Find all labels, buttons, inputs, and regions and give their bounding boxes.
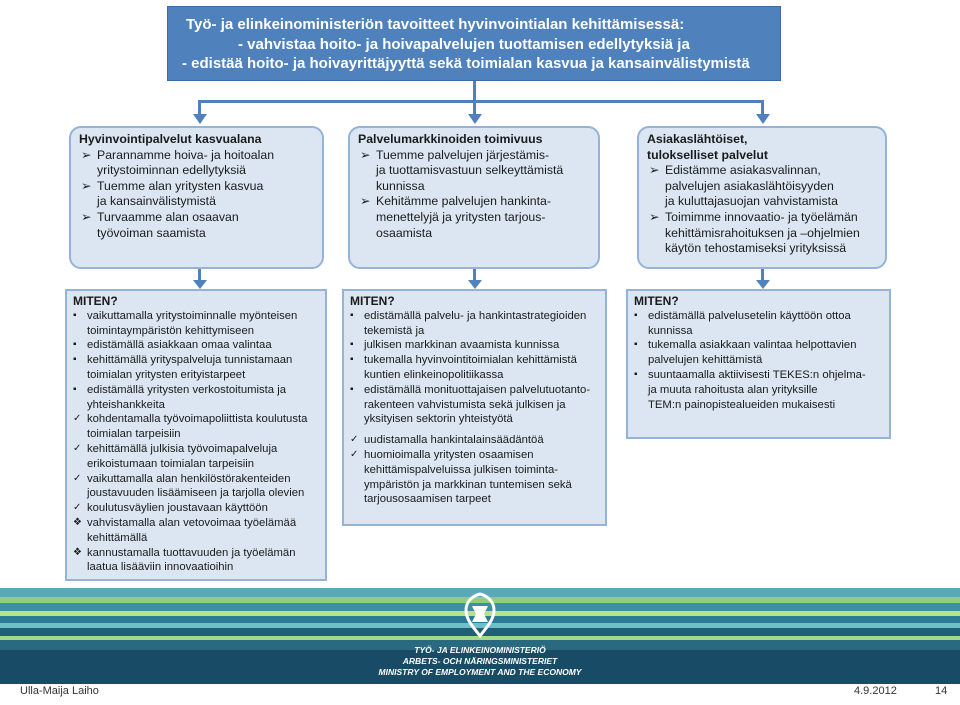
miten-title: MITEN? bbox=[73, 294, 118, 308]
pillar-item-line: Tuemme palvelujen järjestämis- bbox=[376, 147, 550, 162]
pillar-item-line: ja tuottamisvastuun selkeyttämistä bbox=[376, 163, 564, 178]
miten-item-line: julkisen markkinan avaamista kunnissa bbox=[364, 339, 560, 352]
arrow-bullet-icon: ➢ bbox=[81, 209, 92, 224]
ministry-name-fi: TYÖ- JA ELINKEINOMINISTERIÖ bbox=[414, 645, 546, 655]
pillar-item-line: yritystoiminnan edellytyksiä bbox=[97, 163, 246, 178]
pillar-item-line: menettelyjä ja yritysten tarjous- bbox=[376, 209, 546, 224]
header-line-1: - vahvistaa hoito- ja hoivapalvelujen tuottamisen edellytyksiä ja bbox=[238, 36, 690, 53]
pillar-title: tulokselliset palvelut bbox=[647, 147, 768, 162]
miten-item-line: kehittämällä yrityspalveluja tunnistamaan bbox=[87, 354, 293, 367]
miten-item-line: vaikuttamalla yritystoiminnalle myönteisen bbox=[87, 309, 298, 322]
miten-item bbox=[73, 412, 319, 442]
ministry-name-en: MINISTRY OF EMPLOYMENT AND THE ECONOMY bbox=[378, 667, 582, 677]
miten-item-line: kehittämällä julkisia työvoimapalveluja bbox=[87, 442, 278, 455]
bullet-icon: ▪ bbox=[73, 339, 77, 351]
miten-item-line: rakenteen vahvistumista sekä julkisen ja bbox=[364, 398, 566, 411]
pillar-title: Asiakaslähtöiset, bbox=[647, 132, 748, 146]
arrow-down-icon bbox=[468, 114, 482, 124]
pillar-item-line: Toimimme innovaatio- ja työelämän bbox=[665, 209, 858, 224]
pillar-item bbox=[79, 179, 314, 210]
miten-item bbox=[73, 501, 319, 516]
bullet-icon: ▪ bbox=[634, 309, 638, 321]
connector-bar bbox=[198, 100, 764, 103]
miten-item-line: edistämällä palvelusetelin käyttöön ottoa bbox=[648, 309, 851, 322]
miten-item-line: joustavuuden lisäämiseen ja tarjolla olevien bbox=[87, 487, 305, 500]
bullet-icon: ▪ bbox=[350, 309, 354, 321]
pillar-item-line: ja kansainvälistymistä bbox=[97, 194, 216, 209]
miten-item bbox=[350, 309, 599, 339]
bullet-icon: ▪ bbox=[350, 354, 354, 366]
footer-band bbox=[0, 588, 960, 705]
miten-item-line: erikoistumaan toimialan tarpeisiin bbox=[87, 457, 255, 470]
page-number: 14 bbox=[935, 685, 948, 697]
arrow-down-icon bbox=[756, 114, 770, 124]
date: 4.9.2012 bbox=[854, 685, 897, 697]
bullet-icon: ✓ bbox=[350, 434, 359, 446]
miten-item-line: yksityisen sektorin yhteistyötä bbox=[364, 413, 513, 426]
miten-item-line: kunnissa bbox=[648, 324, 693, 337]
pillar-item-line: käytön tehostamiseksi yrityksissä bbox=[665, 241, 847, 256]
bullet-icon: ▪ bbox=[634, 368, 638, 380]
bullet-icon: ❖ bbox=[73, 546, 82, 558]
miten-item-line: edistämällä asiakkaan omaa valintaa bbox=[87, 339, 272, 352]
miten-item bbox=[350, 448, 599, 507]
miten-item bbox=[73, 353, 319, 383]
pillar-markets bbox=[348, 126, 600, 269]
pillar-item bbox=[647, 163, 877, 210]
pillar-item bbox=[79, 210, 314, 241]
miten-item bbox=[634, 309, 883, 339]
miten-box-customer bbox=[626, 289, 891, 439]
miten-item-line: tekemistä ja bbox=[364, 324, 425, 337]
miten-item-line: uudistamalla hankintalainsäädäntöä bbox=[364, 434, 544, 447]
bullet-icon: ▪ bbox=[73, 354, 77, 366]
pillar-item-line: kunnissa bbox=[376, 178, 425, 193]
pillar-item-line: Tuemme alan yritysten kasvua bbox=[97, 178, 264, 193]
bullet-icon: ▪ bbox=[73, 309, 77, 321]
bullet-icon: ✓ bbox=[73, 502, 82, 514]
miten-item bbox=[350, 338, 599, 353]
pillar-item bbox=[79, 148, 314, 179]
miten-item-line: huomioimalla yritysten osaamisen bbox=[364, 448, 534, 461]
miten-list bbox=[634, 309, 883, 413]
miten-item-line: laatua lisääviin innovaatioihin bbox=[87, 561, 234, 574]
miten-title: MITEN? bbox=[634, 294, 679, 308]
finnish-lion-crest-icon bbox=[460, 592, 500, 638]
miten-item-line: toimintaympäristön kehittymiseen bbox=[87, 324, 255, 337]
bullet-icon: ▪ bbox=[350, 339, 354, 351]
header-title: Työ- ja elinkeinoministeriön tavoitteet hyvinvointialan kehittämisessä: bbox=[186, 16, 685, 33]
bullet-icon: ▪ bbox=[634, 339, 638, 351]
author: Ulla-Maija Laiho bbox=[20, 685, 99, 697]
arrow-bullet-icon: ➢ bbox=[649, 209, 660, 224]
miten-item bbox=[73, 338, 319, 353]
miten-item bbox=[73, 309, 319, 339]
pillar-item-line: Turvaamme alan osaavan bbox=[97, 209, 239, 224]
pillar-item-line: osaamista bbox=[376, 225, 433, 240]
bullet-icon: ✓ bbox=[73, 472, 82, 484]
bullet-icon: ✓ bbox=[350, 448, 359, 460]
miten-item-line: edistämällä palvelu- ja hankintastrategioiden bbox=[364, 309, 587, 322]
arrow-bullet-icon: ➢ bbox=[360, 194, 371, 209]
ministry-name-sv: ARBETS- OCH NÄRINGSMINISTERIET bbox=[402, 656, 558, 666]
header-box bbox=[167, 6, 781, 81]
pillar-growth bbox=[69, 126, 324, 269]
miten-item bbox=[634, 368, 883, 412]
pillar-item-line: työvoiman saamista bbox=[97, 225, 206, 240]
miten-list bbox=[73, 309, 319, 575]
pillar-title: Palvelumarkkinoiden toimivuus bbox=[358, 132, 543, 146]
miten-item-line: ja muuta rahoitusta alan yrityksille bbox=[648, 383, 818, 396]
miten-item-line: ympäristön ja markkinan tuntemisen sekä bbox=[364, 478, 572, 491]
pillar-item-line: palvelujen asiakaslähtöisyyden bbox=[665, 178, 834, 193]
miten-item-line: koulutusväylien joustavaan käyttöön bbox=[87, 502, 268, 515]
pillar-item-line: Edistämme asiakasvalinnan, bbox=[665, 163, 821, 178]
header-line-2: - edistää hoito- ja hoivayrittäjyyttä sekä toimialan kasvua ja kansainvälistymistä bbox=[182, 55, 750, 72]
arrow-down-icon bbox=[193, 280, 207, 289]
miten-item-line: kehittämällä bbox=[87, 531, 148, 544]
miten-item bbox=[73, 472, 319, 502]
miten-item bbox=[73, 516, 319, 546]
bullet-icon: ❖ bbox=[73, 516, 82, 528]
miten-item-line: TEM:n painopistealueiden mukaisesti bbox=[648, 398, 836, 411]
miten-item-line: toimialan tarpeisiin bbox=[87, 428, 181, 441]
miten-list bbox=[350, 309, 599, 507]
miten-box-markets bbox=[342, 289, 607, 526]
miten-item-line: tukemalla asiakkaan valintaa helpottavien bbox=[648, 339, 857, 352]
pillar-item-line: Kehitämme palvelujen hankinta- bbox=[376, 194, 551, 209]
miten-item bbox=[73, 383, 319, 413]
pillar-list bbox=[358, 148, 590, 242]
miten-item-line: kohdentamalla työvoimapoliittista koulutusta bbox=[87, 413, 308, 426]
bullet-icon: ✓ bbox=[73, 442, 82, 454]
pillar-title: Hyvinvointipalvelut kasvualana bbox=[79, 132, 262, 146]
bullet-icon: ✓ bbox=[73, 413, 82, 425]
miten-item-line: tarjousosaamisen tarpeet bbox=[364, 493, 491, 506]
pillar-list bbox=[79, 148, 314, 242]
pillar-item bbox=[647, 210, 877, 257]
miten-item-line: edistämällä yritysten verkostoitumista ja bbox=[87, 383, 287, 396]
pillar-item-line: Parannamme hoiva- ja hoitoalan bbox=[97, 147, 275, 162]
bullet-icon: ▪ bbox=[350, 383, 354, 395]
arrow-down-icon bbox=[468, 280, 482, 289]
bullet-icon: ▪ bbox=[73, 383, 77, 395]
miten-item-line: kannustamalla tuottavuuden ja työelämän bbox=[87, 546, 296, 559]
miten-item-line: suuntaamalla aktiivisesti TEKES:n ohjelma- bbox=[648, 368, 866, 381]
miten-item bbox=[350, 433, 599, 448]
miten-item-line: vahvistamalla alan vetovoimaa työelämää bbox=[87, 516, 297, 529]
miten-item-line: toimialan yritysten erityistarpeet bbox=[87, 368, 246, 381]
arrow-down-icon bbox=[756, 280, 770, 289]
miten-item bbox=[634, 338, 883, 368]
miten-item-line: kehittämispalveluissa julkisen toiminta- bbox=[364, 463, 559, 476]
miten-item-line: edistämällä monituottajaisen palvelutuotanto- bbox=[364, 383, 591, 396]
miten-item bbox=[350, 353, 599, 383]
arrow-bullet-icon: ➢ bbox=[649, 163, 660, 178]
miten-item bbox=[73, 546, 319, 576]
connector-stem bbox=[473, 81, 476, 101]
pillar-list bbox=[647, 163, 877, 257]
pillar-item-line: kehittämisrahoituksen ja –ohjelmien bbox=[665, 225, 860, 240]
arrow-bullet-icon: ➢ bbox=[81, 147, 92, 162]
arrow-bullet-icon: ➢ bbox=[360, 147, 371, 162]
arrow-bullet-icon: ➢ bbox=[81, 178, 92, 193]
miten-item-line: vaikuttamalla alan henkilöstörakenteiden bbox=[87, 472, 291, 485]
miten-box-growth bbox=[65, 289, 327, 581]
pillar-customer bbox=[637, 126, 887, 269]
arrow-down-icon bbox=[193, 114, 207, 124]
pillar-item bbox=[358, 194, 590, 241]
miten-item bbox=[73, 442, 319, 472]
miten-item-line: kuntien elinkeinopolitiikassa bbox=[364, 368, 504, 381]
miten-title: MITEN? bbox=[350, 294, 395, 308]
miten-item-line: palvelujen kehittämistä bbox=[648, 354, 763, 367]
miten-item-line: yhteishankkeita bbox=[87, 398, 165, 411]
pillar-item-line: ja kuluttajasuojan vahvistamista bbox=[665, 194, 838, 209]
miten-item-line: tukemalla hyvinvointitoimialan kehittämistä bbox=[364, 354, 577, 367]
miten-item bbox=[350, 383, 599, 427]
pillar-item bbox=[358, 148, 590, 195]
